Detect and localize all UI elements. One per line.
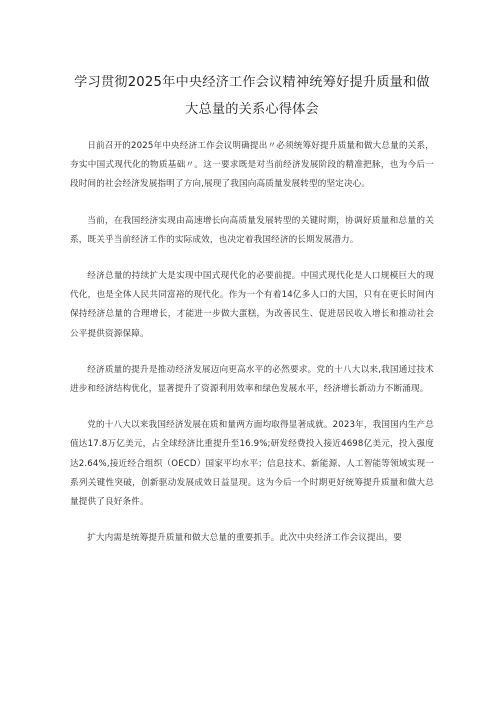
paragraph-3: 经济总量的持续扩大是实现中国式现代化的必要前提。中国式现代化是人口规模巨大的现代化，也是全体人民共同富裕的现代化。作为一个有着14亿多人口的大国，只有在更长时间内保持经济总量的合理增长，才能进一步做大蛋糕，为改善民生、促进居民收入增长和推动社会公平提供资源保障。 — [70, 271, 434, 339]
document-body — [70, 137, 434, 548]
document-title: 学习贯彻2025年中央经济工作会议精神统筹好提升质量和做大总量的关系心得体会 — [74, 75, 430, 117]
paragraph-2: 当前，在我国经济实现由高速增长向高质量发展转型的关键时期，协调好质量和总量的关系，既关乎当前经济工作的实际成效，也决定着我国经济的长期发展潜力。 — [70, 215, 434, 245]
paragraph-5: 党的十八大以来我国经济发展在质和量两方面均取得显著成就。2023年，我国国内生产总值达17.8万亿美元，占全球经济比重提升至16.9%;研发经费投入接近4698亿美元，投入强度达2.64%,接近经合组织（OECD）国家平均水平；信息技术、新能源、人工智能等领域实现一系列关键性突破，创新驱动发展成效日益显现。这为今后一个时期更好统筹提升质量和做大总量提供了良好条件。 — [70, 420, 434, 508]
paragraph-6: 扩大内需是统筹提升质量和做大总量的重要抓手。此次中央经济工作会议提出，要 — [87, 533, 402, 544]
paragraph-4: 经济质量的提升是推动经济发展迈向更高水平的必然要求。党的十八大以来,我国通过技术进步和经济结构优化，显著提升了资源利用效率和绿色发展水平，经济增长新动力不断涌现。 — [70, 364, 434, 395]
paragraph-1: 日前召开的2025年中央经济工作会议明确提出〃必须统筹好提升质量和做大总量的关系，夯实中国式现代化的物质基础〃。这一要求既是对当前经济发展阶段的精准把脉，也为今后一段时间的社会经济发展指明了方向,展现了我国向高质量发展转型的坚定决心。 — [70, 141, 434, 190]
